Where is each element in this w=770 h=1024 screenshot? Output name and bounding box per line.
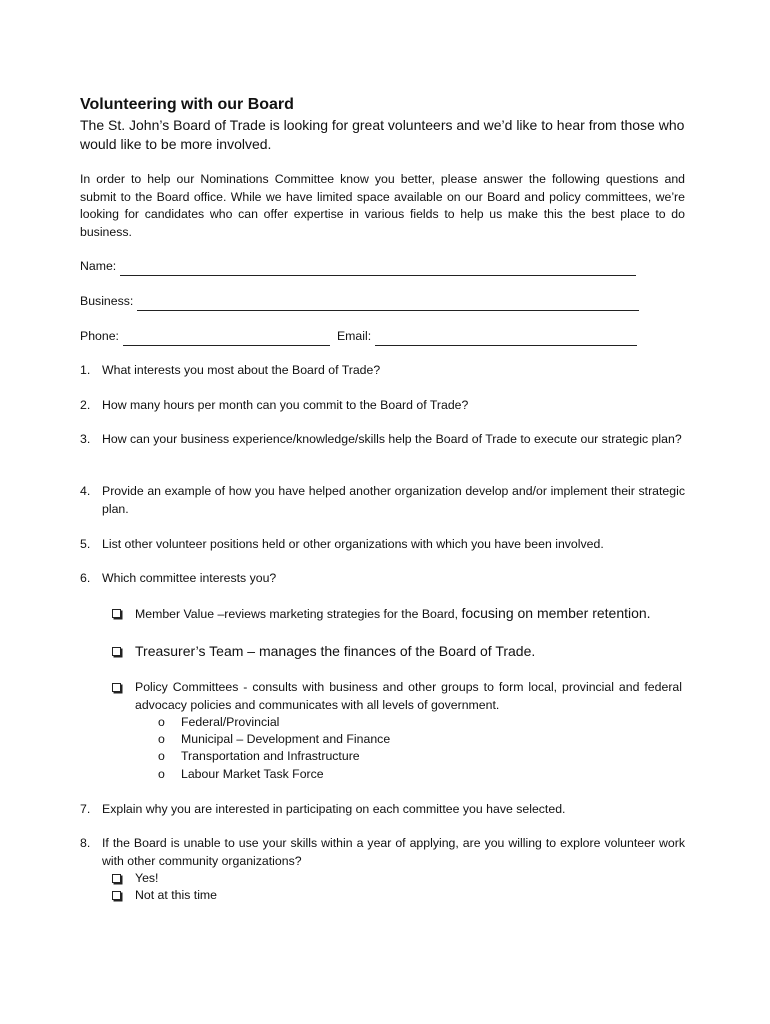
- policy-sub-label: Transportation and Infrastructure: [181, 749, 360, 763]
- question-text: How many hours per month can you commit to the Board of Trade?: [102, 398, 469, 412]
- bullet-icon: o: [158, 767, 165, 781]
- committee-label: Treasurer’s Team – manages the finances of the Board of Trade.: [135, 643, 536, 659]
- committee-option-member-value: [112, 605, 682, 624]
- committee-label-emphasis: focusing on member retention.: [461, 605, 651, 621]
- policy-sub-item: [158, 748, 360, 766]
- policy-sub-item: [158, 731, 390, 749]
- question-text: Provide an example of how you have helped another organization develop and/or implement their strategic plan.: [102, 484, 685, 516]
- question-6: [80, 570, 685, 588]
- phone-label: Phone:: [80, 329, 119, 343]
- question-number: 2.: [80, 398, 91, 412]
- business-label: Business:: [80, 294, 134, 308]
- committee-option-treasurer: [112, 643, 682, 661]
- question-4: [80, 483, 685, 518]
- answer-option-not-now: [112, 887, 217, 905]
- checkbox-icon[interactable]: [112, 874, 121, 883]
- question-5: [80, 536, 685, 554]
- committee-label: Policy Committees - consults with business and other groups to form local, provincial and federal advocacy policies and communicates with all levels of government.: [135, 680, 682, 712]
- policy-sub-label: Labour Market Task Force: [181, 767, 324, 781]
- answer-option-yes: [112, 870, 158, 888]
- policy-sub-item: [158, 766, 324, 784]
- instructions-paragraph: In order to help our Nominations Committee know you better, please answer the following questions and submit to the Board office. While we have limited space available on our Board and policy committees, we’re looking for candidates who can offer expertise in various fields to help us make this the best place to do business.: [80, 172, 685, 239]
- question-number: 4.: [80, 484, 91, 498]
- question-8: [80, 835, 685, 870]
- question-text: Which committee interests you?: [102, 571, 277, 585]
- email-field[interactable]: [375, 331, 637, 346]
- answer-label: Not at this time: [135, 888, 218, 902]
- business-field[interactable]: [137, 296, 639, 311]
- committee-option-policy: [112, 679, 682, 714]
- name-field-row: [80, 256, 636, 276]
- checkbox-icon[interactable]: [112, 609, 121, 618]
- question-text: What interests you most about the Board of Trade?: [102, 363, 381, 377]
- question-text: List other volunteer positions held or other organizations with which you have been involved.: [102, 537, 604, 551]
- question-number: 1.: [80, 363, 91, 377]
- question-number: 8.: [80, 836, 91, 850]
- committee-label: Member Value –reviews marketing strategies for the Board,: [135, 607, 462, 621]
- intro-text: The St. John’s Board of Trade is looking for great volunteers and we’d like to hear from those who would like to be more involved.: [80, 117, 685, 152]
- policy-sub-label: Municipal – Development and Finance: [181, 732, 391, 746]
- name-field[interactable]: [120, 261, 636, 276]
- phone-field[interactable]: [123, 331, 330, 346]
- question-number: 3.: [80, 432, 91, 446]
- question-number: 6.: [80, 571, 91, 585]
- question-7: [80, 801, 685, 819]
- question-3: [80, 431, 685, 449]
- question-number: 5.: [80, 537, 91, 551]
- policy-sub-label: Federal/Provincial: [181, 715, 280, 729]
- answer-label: Yes!: [135, 871, 159, 885]
- question-2: [80, 397, 685, 415]
- bullet-icon: o: [158, 715, 165, 729]
- question-text: Explain why you are interested in participating on each committee you have selected.: [102, 802, 566, 816]
- bullet-icon: o: [158, 732, 165, 746]
- question-text: If the Board is unable to use your skills within a year of applying, are you willing to explore volunteer work with other community organizations?: [102, 836, 685, 868]
- business-field-row: [80, 291, 639, 311]
- email-label: Email:: [336, 329, 372, 343]
- page-title: Volunteering with our Board: [80, 96, 294, 113]
- question-text: How can your business experience/knowledge/skills help the Board of Trade to execute our strategic plan?: [102, 432, 682, 446]
- checkbox-icon[interactable]: [112, 683, 121, 692]
- checkbox-icon[interactable]: [112, 647, 121, 656]
- question-1: [80, 362, 685, 380]
- checkbox-icon[interactable]: [112, 891, 121, 900]
- bullet-icon: o: [158, 749, 165, 763]
- policy-sub-item: [158, 714, 279, 732]
- question-number: 7.: [80, 802, 91, 816]
- name-label: Name:: [80, 259, 117, 273]
- phone-email-row: [80, 326, 637, 346]
